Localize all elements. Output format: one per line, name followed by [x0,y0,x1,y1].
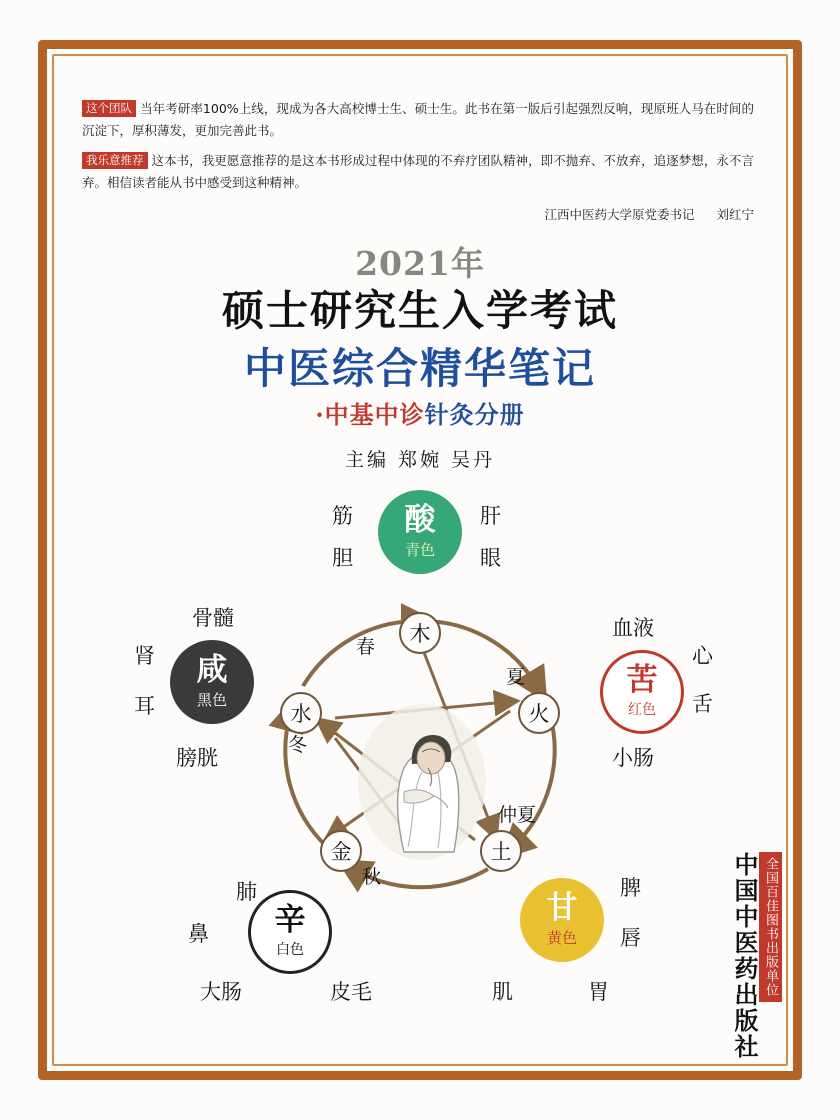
element-tu: 土 [480,830,522,872]
testimonial-tag-2: 我乐意推荐 [82,152,148,169]
taste-xian-color: 黑色 [196,690,227,709]
label-xin-organ: 心 [692,644,713,668]
title-line-1: 硕士研究生入学考试 [221,286,618,335]
label-dan: 胆 [332,546,353,570]
element-jin: 金 [320,830,362,872]
testimonial-tag-1: 这个团队 [82,100,136,117]
label-yan: 眼 [480,546,501,570]
label-wei: 胃 [588,980,609,1004]
label-bi: 鼻 [188,922,209,946]
taste-circle-ku [600,650,684,734]
label-fei: 肺 [236,880,257,904]
signature-title: 江西中医药大学原党委书记 [544,207,695,222]
testimonial-signature [82,205,754,223]
taste-xin-label: 辛 [274,902,306,938]
label-pimao: 皮毛 [330,980,372,1004]
label-xiaochang: 小肠 [612,746,654,770]
label-shen: 肾 [134,644,155,668]
testimonial-text-1: 当年考研率100%上线，现成为各大高校博士生、硕士生。此书在第一版后引起强烈反响，现原班人马在时间的沉淀下，厚积薄发，更加完善此书。 [82,101,754,138]
season-chun: 春 [356,636,376,658]
label-chun: 唇 [620,926,641,950]
taste-suan-label: 酸 [404,501,436,538]
taste-xian-label: 咸 [196,651,228,688]
subtitle-dot: · [315,400,325,429]
season-zhongxia: 仲夏 [498,804,537,826]
taste-circle-xian [170,640,254,724]
testimonial-text-2: 这本书，我更愿意推荐的是这本书形成过程中体现的不弃疗团队精神，即不抛弃、不放弃，追逐梦想，永不言弃。相信读者能从书中感受到这种精神。 [82,152,754,190]
label-she: 舌 [692,692,713,716]
title-year: 2021年 [355,244,485,283]
taste-circle-suan [378,490,462,574]
sage-illustration [342,672,502,872]
element-shui: 水 [280,692,322,734]
taste-gan-label: 甘 [546,889,578,926]
label-dachang: 大肠 [200,980,242,1004]
label-xueye: 血液 [612,616,654,640]
label-pi: 脾 [620,876,641,900]
season-xia: 夏 [506,666,526,688]
testimonial-paragraph-1 [82,98,754,142]
subtitle-red: 中基中诊 [324,400,425,429]
subtitle-blue: 针灸分册 [424,400,525,429]
testimonial-paragraph-2 [82,150,754,194]
taste-ku-label: 苦 [626,662,658,698]
label-pangguang: 膀胱 [176,746,218,770]
signature-name: 刘红宁 [716,207,754,222]
label-er: 耳 [134,694,155,718]
publisher-name: 中国中医药出版社 [730,852,759,1060]
taste-xin-color: 白色 [276,942,304,958]
label-ji: 肌 [492,980,513,1004]
title-line-2: 中医综合精华笔记 [243,344,596,393]
element-huo: 火 [518,692,560,734]
taste-suan-color: 青色 [404,540,435,559]
label-jin: 筋 [332,504,353,528]
taste-circle-gan [520,878,604,962]
label-gusui: 骨髓 [192,606,234,630]
season-qiu: 秋 [362,866,382,888]
testimonial-block [82,98,754,202]
taste-gan-color: 黄色 [546,928,577,947]
award-badge: 全国百佳图书出版单位 [759,852,782,1002]
taste-ku-color: 红色 [628,702,656,718]
season-dong: 冬 [288,734,308,756]
taste-circle-xin [248,890,332,974]
subtitle [0,395,840,430]
label-gan-organ: 肝 [480,504,501,528]
authors: 主编 郑婉 吴丹 [344,449,496,471]
element-mu: 木 [399,612,441,654]
five-elements-diagram [120,490,720,1030]
